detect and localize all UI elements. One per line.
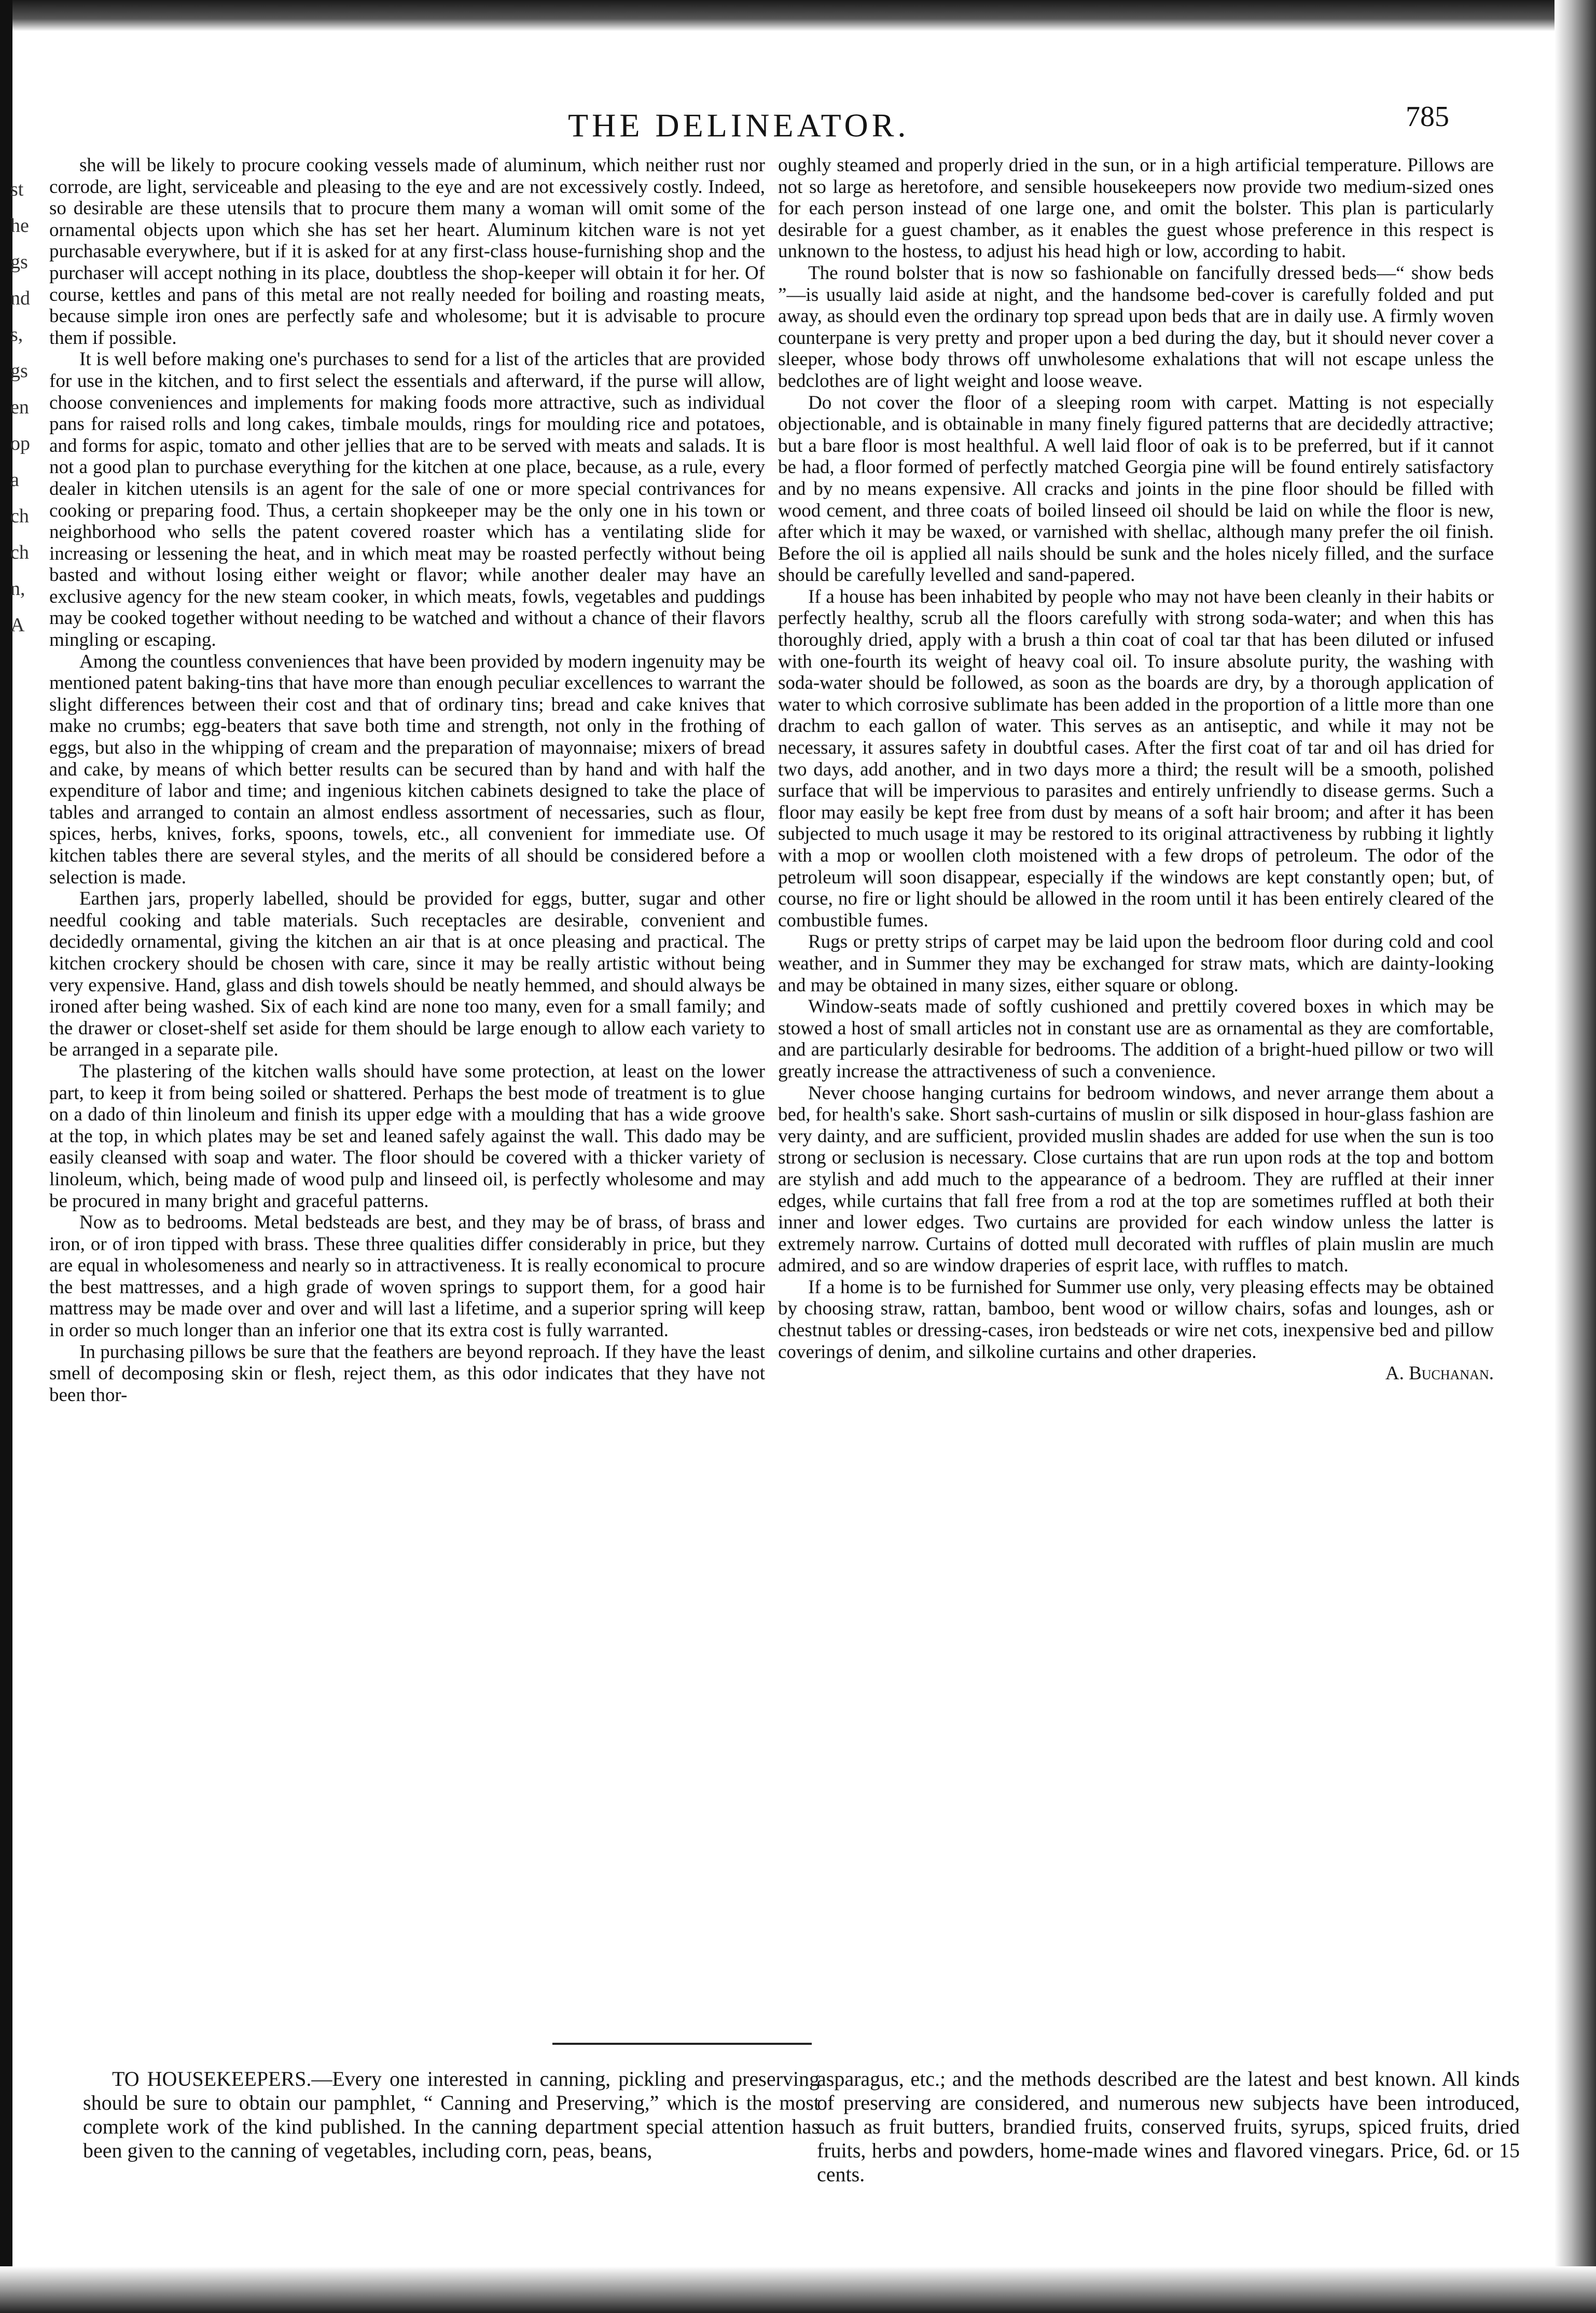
section-divider xyxy=(552,2043,812,2045)
paragraph: Rugs or pretty strips of carpet may be laid upon the bedroom floor during cold and cool weather, and in Summer they may be exchanged for straw mats, which are dainty-looking and may be obtained in many sizes, either square or oblong. xyxy=(778,931,1494,996)
paragraph: Now as to bedrooms. Metal bedsteads are best, and they may be of brass, of brass and iron, or of iron tipped with brass. These three qualities differ considerably in price, but they are equal in wholesomeness and nearly so in attractiveness. It is really economical to procure the best mattresses, and a high grade of woven springs to support them, for a good hair mattress may be made over and over and will last a lifetime, and a superior spring will keep in order so much longer than an inferior one that its extra cost is fully warranted. xyxy=(49,1212,765,1341)
advertisement-text xyxy=(83,2067,820,2163)
article-right-column xyxy=(778,155,1494,1939)
paragraph: Never choose hanging curtains for bedroom windows, and never arrange them about a bed, for health's sake. Short sash-curtains of muslin or silk disposed in hour-glass fashion are very dainty, and are sufficient, provided muslin shades are added for use when the sun is too strong or seclusion is necessary. Close curtains that are run upon rods at the top and bottom are stylish and add much to the appearance of a bedroom. They are ruffled at their inner edges, while curtains that fall free from a rod at the top are sometimes ruffled at both their inner and lower edges. Two curtains are provided for each window unless the latter is extremely narrow. Curtains of dotted mull decorated with ruffles of plain muslin are much admired, and so are window draperies of esprit lace, with ruffles to match. xyxy=(778,1082,1494,1277)
scan-right-edge xyxy=(1555,0,1596,2313)
previous-page-fragment-text: A xyxy=(10,614,25,636)
scan-top-edge xyxy=(0,0,1596,31)
advertisement-right xyxy=(817,2067,1520,2207)
paragraph: she will be likely to procure cooking vessels made of aluminum, which neither rust nor corrode, are light, serviceable and pleasing to the eye and are not excessively costly. Indeed, so desirable are these utensils that to procure them many a woman will omit some of the ornamental objects upon which she has set her heart. Aluminum kitchen ware is not yet purchasable everywhere, but if it is asked for at any first-class house-furnishing shop and the purchaser will accept nothing in its place, doubtless the shop-keeper will obtain it for her. Of course, kettles and pans of this metal are not really needed for boiling and roasting meats, because simple iron ones are perfectly safe and wholesome; but it is advisable to procure them if possible. xyxy=(49,155,765,349)
scan-bottom-edge xyxy=(0,2266,1596,2313)
advertisement-heading: TO HOUSEKEEPERS. xyxy=(112,2067,312,2090)
page-number: 785 xyxy=(1406,101,1449,133)
previous-page-fragment-text: ch xyxy=(10,505,29,527)
previous-page-fragment xyxy=(10,171,30,1727)
previous-page-fragment-text: he xyxy=(10,215,29,237)
previous-page-fragment-text: gs xyxy=(10,360,28,382)
paragraph: The plastering of the kitchen walls should have some protection, at least on the lower part, to keep it from being soiled or shattered. Perhaps the best mode of treatment is to glue on a dado of thin linoleum and finish its upper edge with a moulding that has a wide groove at the top, in which plates may be set and leaned safely against the wall. This dado may be easily cleansed with soap and water. The floor should be covered with a thicker variety of linoleum, which, being made of wood pulp and linseed oil, is perfectly wholesome and may be procured in many bright and graceful patterns. xyxy=(49,1060,765,1212)
previous-page-fragment-text: ch xyxy=(10,542,29,563)
paragraph-continued: oughly steamed and properly dried in the sun, or in a high artificial temperature. Pillows are not so large as heretofore, and sensible housekeepers now provide two medium-sized ones for each person instead of one large one, and omit the bolster. This plan is particularly desirable for a guest chamber, as it enables the guest whose preference in this respect is unknown to the hostess, to adjust his head high or low, according to habit. xyxy=(778,155,1494,262)
advertisement-left xyxy=(83,2067,820,2207)
advertisement-body-continued: asparagus, etc.; and the methods described are the latest and best known. All kinds of preserving are considered, and numerous new subjects have been introduced, such as fruit butters, brandied fruits, conserved fruits, syrups, spiced fruits, dried fruits, herbs and powders, home-made wines and flavored vinegars. Price, 6d. or 15 cents. xyxy=(817,2067,1520,2186)
paragraph: Earthen jars, properly labelled, should be provided for eggs, butter, sugar and other needful cooking and table materials. Such receptacles are desirable, convenient and decidedly ornamental, giving the kitchen an air that is at once pleasing and practical. The kitchen crockery should be chosen with care, since it may be really artistic without being very expensive. Hand, glass and dish towels should be neatly hemmed, and should always be ironed after being washed. Six of each kind are none too many, even for a small family; and the drawer or closet-shelf set aside for them should be large enough to allow each variety to be arranged in a separate pile. xyxy=(49,888,765,1061)
page-header xyxy=(0,101,1596,148)
paragraph: In purchasing pillows be sure that the feathers are beyond reproach. If they have the least smell of decomposing skin or flesh, reject them, as this odor indicates that they have not been thor- xyxy=(49,1341,765,1406)
previous-page-fragment-text: s, xyxy=(10,324,23,345)
paragraph: If a house has been inhabited by people who may not have been cleanly in their habits or perfectly healthy, scrub all the floors carefully with strong soda-water; and when this has thoroughly dried, apply with a brush a thin coat of coal tar that has been diluted or infused with one-fourth its weight of heavy coal oil. To insure absolute purity, the washing with soda-water should be followed, as soon as the boards are dry, by a thorough application of water to which corrosive sublimate has been added in the proportion of a little more than one drachm to each gallon of water. This serves as an antiseptic, and while it may not be necessary, it assures safety in doubtful cases. After the first coat of tar and oil has dried for two days, add another, and in two days more a third; the result will be a smooth, polished surface that will be impervious to parasites and entirely unfriendly to disease germs. Such a floor may easily be kept free from dust by means of a soft hair broom; and after it has been subjected to much usage it may be restored to its original attractiveness by rubbing it lightly with a mop or woollen cloth moistened with a few drops of petroleum. The odor of the petroleum will soon disappear, especially if the windows are kept constantly open; but, of course, no fire or light should be allowed in the room until it has been entirely cleared of the combustible fumes. xyxy=(778,586,1494,931)
previous-page-fragment-text: st xyxy=(10,178,24,200)
advertisement-body: —Every one interested in canning, pickling and preserving should be sure to obtain our pamphlet, “ Canning and Preserving,” which is the most complete work of the kind published. In the canning department special attention has been given to the canning of vegetables, including corn, peas, beans, xyxy=(83,2067,820,2162)
paragraph: The round bolster that is now so fashionable on fancifully dressed beds—“ show beds ”—is usually laid aside at night, and the handsome bed-cover is carefully folded and put away, as should even the ordinary top spread upon beds that are in daily use. A firmly woven counterpane is very pretty and proper upon a bed during the day, but it should never cover a sleeper, whose body throws off unwholesome exhalations that will not escape unless the bedclothes are of light weight and loose weave. xyxy=(778,262,1494,392)
page-title: THE DELINEATOR. xyxy=(568,107,910,144)
paragraph: Do not cover the floor of a sleeping room with carpet. Matting is not especially objectionable, and is obtainable in many finely figured patterns that are decidedly attractive; but a bare floor is most healthful. A well laid floor of oak is to be preferred, but if it cannot be had, a floor formed of perfectly matched Georgia pine will be found entirely satisfactory and by no means expensive. All cracks and joints in the pine floor should be filled with wood cement, and three coats of boiled linseed oil should be laid on while the floor is new, after which it may be waxed, or varnished with shellac, although many prefer the oil finish. Before the oil is applied all nails should be sunk and the holes nicely filled, and the surface should be carefully levelled and sand-papered. xyxy=(778,392,1494,586)
previous-page-fragment-text: a xyxy=(10,469,19,491)
article-left-column xyxy=(49,155,765,1939)
previous-page-fragment-text: nd xyxy=(10,287,30,309)
previous-page-fragment-text: en xyxy=(10,396,29,418)
previous-page-fragment-text: gs xyxy=(10,251,28,273)
previous-page-fragment-text: n, xyxy=(10,578,25,600)
paragraph: It is well before making one's purchases to send for a list of the articles that are provided for use in the kitchen, and to first select the essentials and afterward, if the purse will allow, choose conveniences and implements for making foods more attractive, such as individual pans for raised rolls and long cakes, timbale moulds, rings for moulding rice and potatoes, and forms for aspic, tomato and other jellies that are to be served with meats and salads. It is not a good plan to purchase everything for the kitchen at one place, because, as a rule, every dealer in kitchen utensils is an agent for the sale of one or more special contrivances for cooking or preparing food. Thus, a certain shopkeeper may be the only one in his town or neighborhood who sells the patent covered roaster which has a ventilating slide for increasing or lessening the heat, and in which meat may be roasted perfectly without being basted and without losing either weight or flavor; while another dealer may have an exclusive agency for the new steam cooker, in which meats, fowls, vegetables and puddings may be cooked together without needing to be watched and without a chance of their flavors mingling or escaping. xyxy=(49,349,765,651)
paragraph: Among the countless conveniences that have been provided by modern ingenuity may be mentioned patent baking-tins that have more than enough peculiar excellences to warrant the slight differences between their cost and that of ordinary tins; bread and cake knives that make no crumbs; egg-beaters that save both time and strength, not only in the frothing of eggs, but also in the whipping of cream and the preparation of mayonnaise; mixers of bread and cake, by means of which better results can be secured than by hand and with half the expenditure of labor and time; and ingenious kitchen cabinets designed to take the place of tables and arranged to contain an almost endless assortment of necessaries, such as flour, spices, herbs, knives, forks, spoons, towels, etc., all convenient for immediate use. Of kitchen tables there are several styles, and the merits of all should be considered before a selection is made. xyxy=(49,650,765,888)
paragraph: If a home is to be furnished for Summer use only, very pleasing effects may be obtained by choosing straw, rattan, bamboo, bent wood or willow chairs, sofas and lounges, ash or chestnut tables or dressing-cases, iron bedsteads or wire net cots, inexpensive bed and pillow coverings of denim, and silkoline curtains and other draperies. xyxy=(778,1276,1494,1363)
previous-page-fragment-text: op xyxy=(10,433,30,454)
author-signature: A. Buchanan. xyxy=(1385,1363,1494,1384)
paragraph: Window-seats made of softly cushioned and prettily covered boxes in which may be stowed a host of small articles not in constant use are as ornamental as they are comfortable, and are particularly desirable for bedrooms. The addition of a bright-hued pillow or two will greatly increase the attractiveness of such a convenience. xyxy=(778,996,1494,1082)
